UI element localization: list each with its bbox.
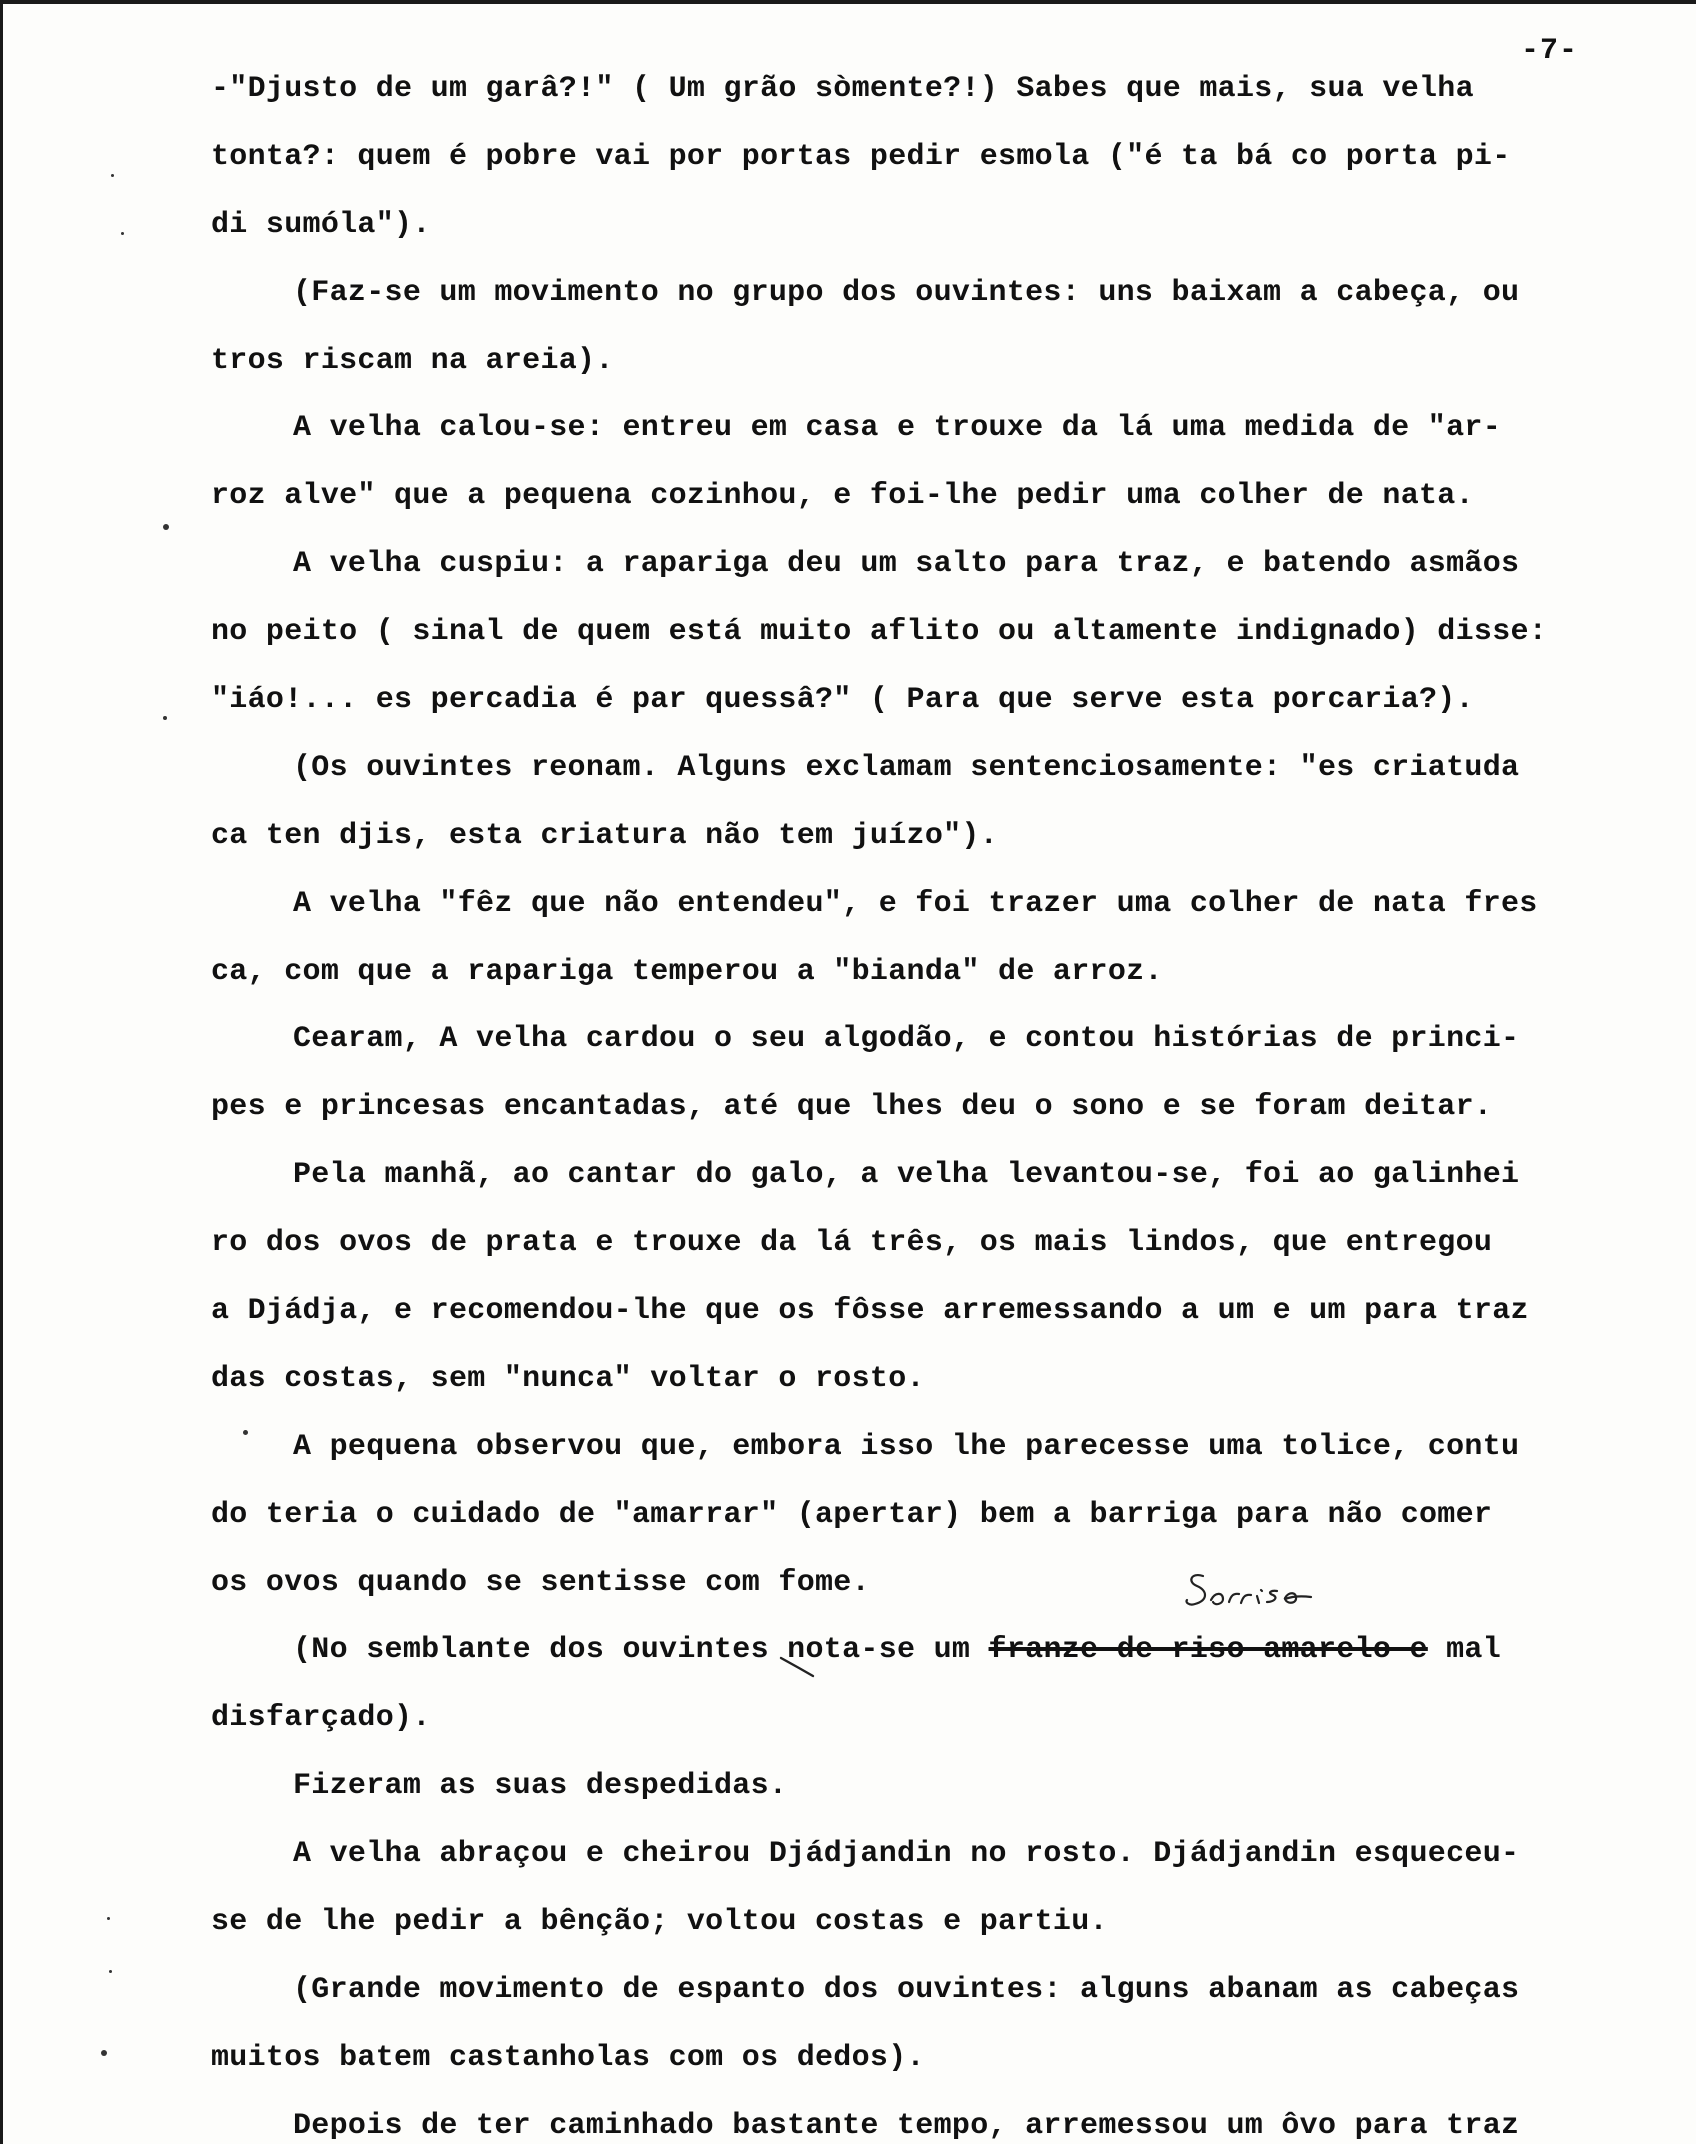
scan-speck — [109, 1970, 112, 1973]
text-line: do teria o cuidado de "amarrar" (apertar) bem a barriga para não comer — [211, 1497, 1493, 1532]
text-line: Depois de ter caminhado bastante tempo, arremessou um ôvo para traz — [293, 2108, 1520, 2143]
text-line: di sumóla"). — [211, 207, 431, 242]
handwritten-insert-sorriso — [1181, 1566, 1361, 1620]
text-line: A pequena observou que, embora isso lhe parecesse uma tolice, contu — [293, 1429, 1520, 1464]
text-line: ca ten djis, esta criatura não tem juízo"). — [211, 818, 999, 853]
text-line: muitos batem castanholas com os dedos). — [211, 2040, 925, 2075]
scan-speck — [101, 2050, 107, 2056]
text-segment: mal — [1427, 1633, 1502, 1668]
text-segment: (No semblante dos ouvintes nota-se um — [293, 1633, 971, 1668]
text-line: (Grande movimento de espanto dos ouvintes: alguns abanam as cabeças — [293, 1972, 1520, 2007]
page-number: -7- — [1521, 34, 1579, 68]
text-line: a Djádja, e recomendou-lhe que os fôsse arremessando a um e um para traz — [211, 1294, 1529, 1329]
text-line: Fizeram as suas despedidas. — [293, 1769, 788, 1804]
text-line: Cearam, A velha cardou o seu algodão, e contou histórias de princi- — [293, 1022, 1520, 1057]
text-body — [211, 56, 1671, 2144]
struck-text: franze de riso amarelo e — [988, 1633, 1428, 1668]
text-line: A velha cuspiu: a rapariga deu um salto para traz, e batendo asmãos — [293, 547, 1520, 582]
scan-speck — [107, 1917, 110, 1920]
text-line: no peito ( sinal de quem está muito aflito ou altamente indignado) disse: — [211, 615, 1548, 650]
scan-speck — [111, 174, 114, 177]
text-line: (Os ouvintes reonam. Alguns exclamam sentenciosamente: "es criatuda — [293, 750, 1520, 785]
text-line: A velha calou-se: entreu em casa e trouxe da lá uma medida de "ar- — [293, 411, 1501, 446]
text-line: disfarçado). — [211, 1701, 431, 1736]
text-line: pes e princesas encantadas, até que lhes deu o sono e se foram deitar. — [211, 1090, 1493, 1125]
text-line: os ovos quando se sentisse com fome. — [211, 1565, 870, 1600]
text-line: Pela manhã, ao cantar do galo, a velha levantou-se, foi ao galinhei — [293, 1158, 1520, 1193]
scan-speck — [121, 232, 124, 235]
scan-speck — [163, 524, 169, 530]
text-line: ca, com que a rapariga temperou a "bianda" de arroz. — [211, 954, 1163, 989]
text-line: das costas, sem "nunca" voltar o rosto. — [211, 1361, 925, 1396]
text-line: (Faz-se um movimento no grupo dos ouvintes: uns baixam a cabeça, ou — [293, 275, 1520, 310]
text-line-with-strike — [211, 1617, 1671, 1685]
text-line: tros riscam na areia). — [211, 343, 614, 378]
text-line: se de lhe pedir a bênção; voltou costas e partiu. — [211, 1905, 1108, 1940]
text-line: -"Djusto de um garâ?!" ( Um grão sòmente?!) Sabes que mais, sua velha — [211, 72, 1474, 106]
text-line: A velha "fêz que não entendeu", e foi trazer uma colher de nata fres — [293, 886, 1538, 921]
text-line: "iáo!... es percadia é par quessâ?" ( Para que serve esta porcaria?). — [211, 683, 1474, 718]
text-line: tonta?: quem é pobre vai por portas pedir esmola ("é ta bá co porta pi- — [211, 139, 1511, 174]
caret-mark — [777, 1654, 823, 1680]
scan-speck — [243, 1430, 248, 1435]
text-line: A velha abraçou e cheirou Djádjandin no rosto. Djádjandin esqueceu- — [293, 1837, 1520, 1872]
text-line: ro dos ovos de prata e trouxe da lá três, os mais lindos, que entregou — [211, 1226, 1493, 1261]
scan-speck — [163, 716, 167, 720]
text-line: roz alve" que a pequena cozinhou, e foi-lhe pedir uma colher de nata. — [211, 479, 1474, 514]
